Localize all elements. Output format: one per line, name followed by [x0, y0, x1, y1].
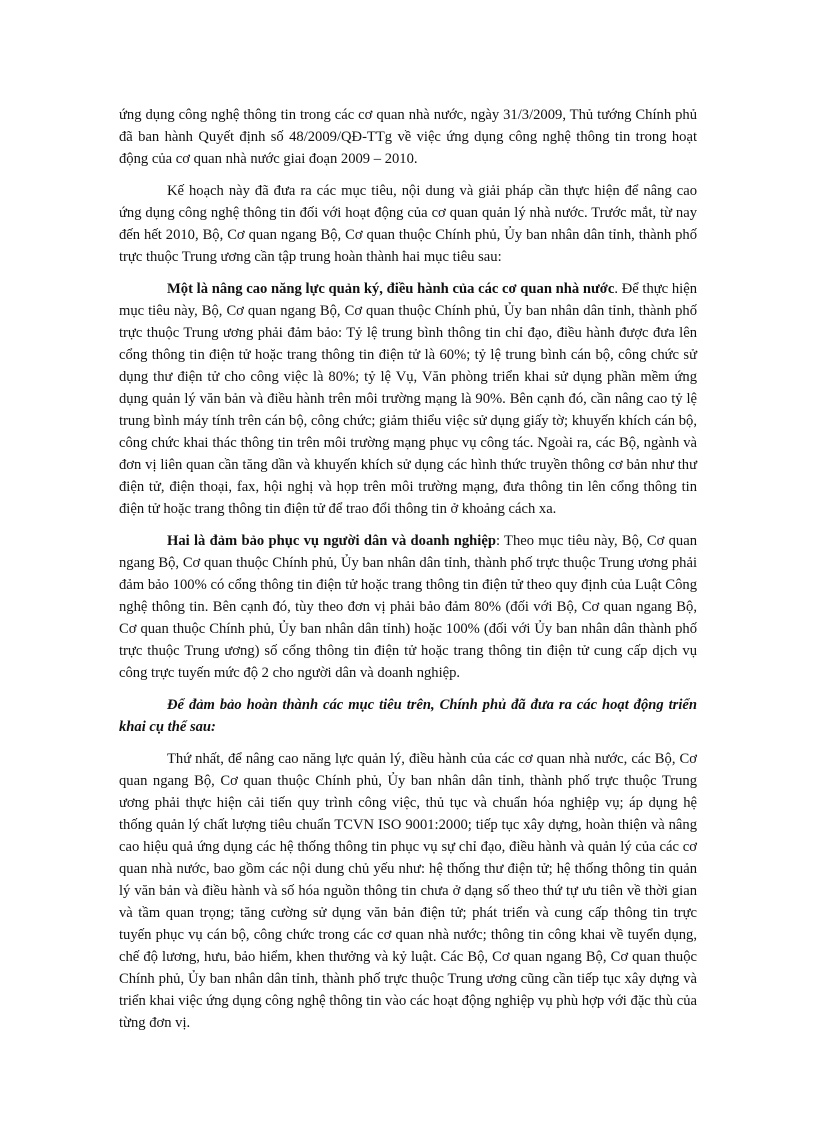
- goal-one-body: . Để thực hiện mục tiêu này, Bộ, Cơ quan ngang Bộ, Cơ quan thuộc Chính phủ, Ủy ban nhân dân tỉnh, thành phố trực thuộc Trung ương phải đảm bảo: Tỷ lệ trung bình thông tin chỉ đạo, điều hành được đưa lên cổng thông tin điện tử hoặc trang thông tin điện tử là 60%; tỷ lệ trung bình cán bộ, công chức sử dụng thư điện tử cho công việc là 80%; tỷ lệ Vụ, Văn phòng triển khai sử dụng phần mềm ứng dụng quản lý văn bản và điều hành trên môi trường mạng là 90%. Bên cạnh đó, cần nâng cao tỷ lệ trung bình máy tính trên cán bộ, công chức; giảm thiểu việc sử dụng giấy tờ; khuyến khích cán bộ, công chức khai thác thông tin trên môi trường mạng phục vụ công tác. Ngoài ra, các Bộ, ngành và đơn vị liên quan cần tăng dần và khuyến khích sử dụng các hình thức truyền thông cơ bản như thư điện tử, điện thoại, fax, hội nghị và họp trên môi trường mạng, đưa thông tin lên cổng thông tin điện tử hoặc trang thông tin điện tử để trao đổi thông tin ở khoảng cách xa.: [119, 281, 697, 517]
- paragraph-goal-two: [119, 530, 697, 684]
- paragraph-activity-one: Thứ nhất, để nâng cao năng lực quản lý, điều hành của các cơ quan nhà nước, các Bộ, Cơ quan ngang Bộ, Cơ quan thuộc Chính phủ, Ủy ban nhân dân tỉnh, thành phố trực thuộc Trung ương phải thực hiện cải tiến quy trình công việc, thủ tục và chuẩn hóa nghiệp vụ; áp dụng hệ thống quản lý chất lượng tiêu chuẩn TCVN ISO 9001:2000; tiếp tục xây dựng, hoàn thiện và nâng cao hiệu quả ứng dụng các hệ thống thông tin phục vụ sự chỉ đạo, điều hành và quản lý của các cơ quan nhà nước, bao gồm các nội dung chủ yếu như: hệ thống thư điện tử; hệ thống thông tin quản lý văn bản và điều hành và số hóa nguồn thông tin chưa ở dạng số theo thứ tự ưu tiên về thời gian và tầm quan trọng; tăng cường sử dụng văn bản điện tử; phát triển và cung cấp thông tin trực tuyến phục vụ cán bộ, công chức trong các cơ quan nhà nước; thông tin công khai về tuyển dụng, chế độ lương, hưu, bảo hiểm, khen thưởng và kỷ luật. Các Bộ, Cơ quan ngang Bộ, Cơ quan thuộc Chính phủ, Ủy ban nhân dân tỉnh, thành phố trực thuộc Trung ương cũng cần tiếp tục xây dựng và triển khai việc ứng dụng công nghệ thông tin vào các hoạt động nghiệp vụ phù hợp với đặc thù của từng đơn vị.: [119, 751, 697, 1031]
- goal-two-heading: Hai là đảm bảo phục vụ người dân và doanh nghiệp: [167, 533, 496, 549]
- goal-two-body: : Theo mục tiêu này, Bộ, Cơ quan ngang Bộ, Cơ quan thuộc Chính phủ, Ủy ban nhân dân tỉnh, thành phố trực thuộc Trung ương phải đảm bảo 100% có cổng thông tin điện tử hoặc trang thông tin điện tử theo quy định của Luật Công nghệ thông tin. Bên cạnh đó, tùy theo đơn vị phải bảo đảm 80% (đối với Bộ, Cơ quan ngang Bộ, Cơ quan thuộc Chính phủ, Ủy ban nhân dân tỉnh) hoặc 100% (đối với Ủy ban nhân dân thành phố trực thuộc Trung ương) số cổng thông tin điện tử hoặc trang thông tin điện tử cung cấp dịch vụ công trực tuyến mức độ 2 cho người dân và doanh nghiệp.: [119, 533, 697, 681]
- paragraph-goal-one: [119, 278, 697, 520]
- paragraph-intro-continuation: ứng dụng công nghệ thông tin trong các cơ quan nhà nước, ngày 31/3/2009, Thủ tướng Chính phủ đã ban hành Quyết định số 48/2009/QĐ-TTg về việc ứng dụng công nghệ thông tin trong hoạt động của cơ quan nhà nước giai đoạn 2009 – 2010.: [119, 107, 697, 167]
- paragraph-plan-overview: Kế hoạch này đã đưa ra các mục tiêu, nội dung và giải pháp cần thực hiện để nâng cao ứng dụng công nghệ thông tin đối với hoạt động của cơ quan quản lý nhà nước. Trước mắt, từ nay đến hết 2010, Bộ, Cơ quan ngang Bộ, Cơ quan thuộc Chính phủ, Ủy ban nhân dân tỉnh, thành phố trực thuộc Trung ương cần tập trung hoàn thành hai mục tiêu sau:: [119, 183, 697, 265]
- goal-one-heading: Một là nâng cao năng lực quản ký, điều hành của các cơ quan nhà nước: [167, 281, 615, 297]
- document-page: [119, 104, 697, 1044]
- section-heading-activities: Để đảm bảo hoàn thành các mục tiêu trên, Chính phủ đã đưa ra các hoạt động triển khai cụ thể sau:: [119, 697, 697, 735]
